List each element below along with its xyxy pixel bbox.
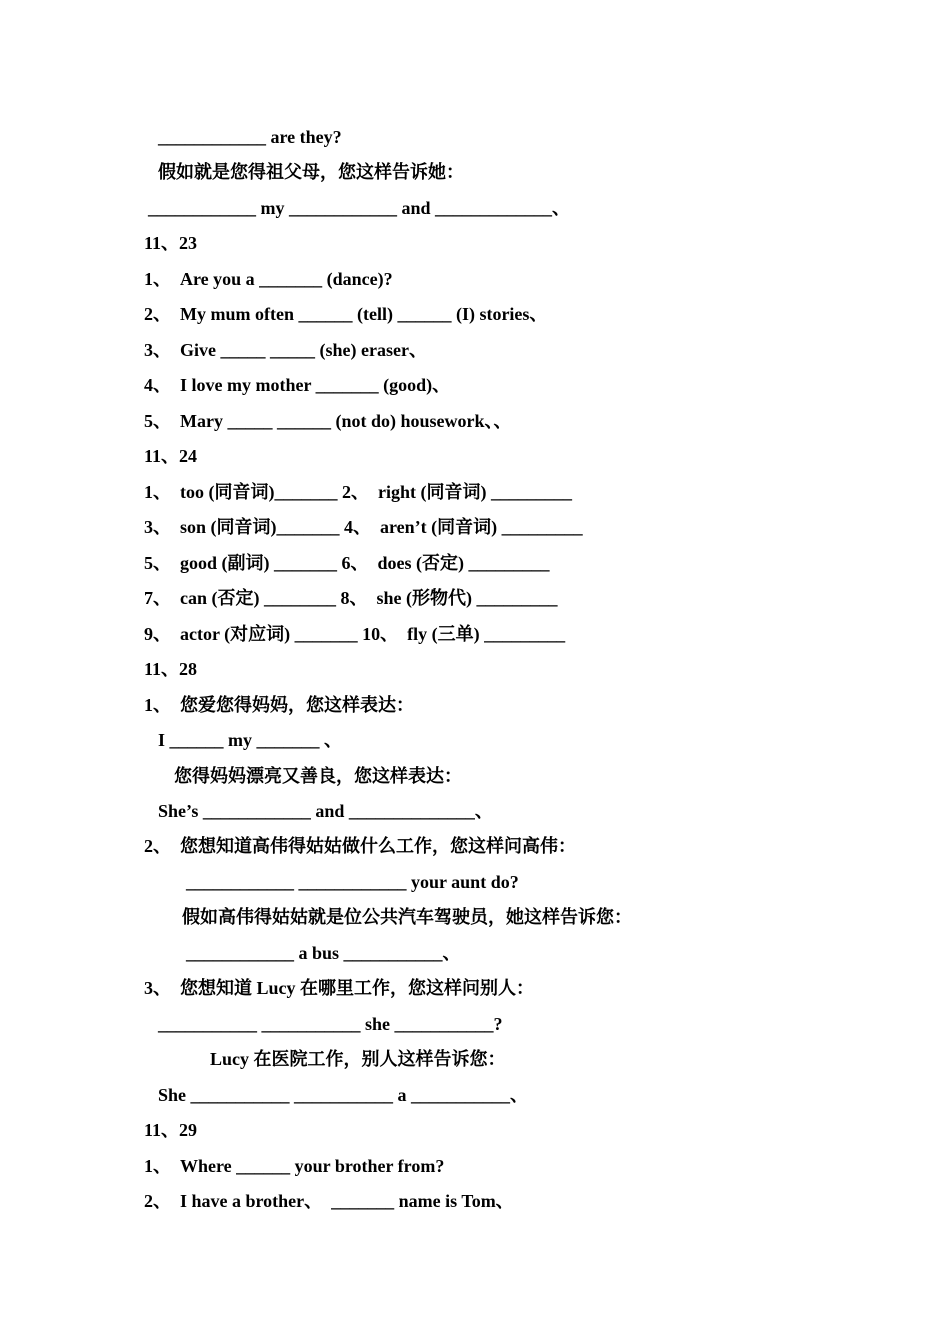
exercise-item: 2、 I have a brother、 _______ name is Tom、 [144, 1191, 514, 1211]
exercise-item: 3、 您想知道 Lucy 在哪里工作，您这样问别人： [144, 978, 535, 998]
question-line: ____________ are they? [158, 127, 342, 147]
answer-line: ____________ my ____________ and _____________、 [148, 198, 571, 218]
date-heading: 11、23 [144, 233, 198, 253]
exercise-item: 2、 您想知道高伟得姑姑做什么工作，您这样问高伟： [144, 836, 576, 856]
instruction-line: 假如高伟得姑姑就是位公共汽车驾驶员，她这样告诉您： [182, 907, 632, 927]
exercise-item: 3、 Give _____ _____ (she) eraser、 [144, 340, 427, 360]
exercise-item: 1、 您爱您得妈妈，您这样表达： [144, 695, 414, 715]
answer-line: ___________ ___________ she ___________? [158, 1014, 503, 1034]
exercise-item: 2、 My mum often ______ (tell) ______ (I) stories、 [144, 304, 548, 324]
exercise-item: 1、 Are you a _______ (dance)? [144, 269, 393, 289]
date-heading: 11、29 [144, 1120, 198, 1140]
exercise-item: 3、 son (同音词)_______ 4、 aren’t (同音词) _________ [144, 517, 583, 537]
exercise-item: 7、 can (否定) ________ 8、 she (形物代) _________ [144, 588, 558, 608]
date-heading: 11、24 [144, 446, 198, 466]
answer-line: She’s ____________ and ______________、 [158, 801, 493, 821]
instruction-line: Lucy 在医院工作，别人这样告诉您： [210, 1049, 506, 1069]
exercise-item: 5、 Mary _____ ______ (not do) housework、、 [144, 411, 512, 431]
answer-line: ____________ ____________ your aunt do? [186, 872, 519, 892]
exercise-item: 9、 actor (对应词) _______ 10、 fly (三单) _________ [144, 624, 566, 644]
exercise-item: 4、 I love my mother _______ (good)、 [144, 375, 451, 395]
instruction-line: 您得妈妈漂亮又善良，您这样表达： [174, 766, 462, 786]
answer-line: ____________ a bus ___________、 [186, 943, 461, 963]
exercise-item: 1、 Where ______ your brother from? [144, 1156, 445, 1176]
instruction-line: 假如就是您得祖父母，您这样告诉她： [158, 162, 464, 182]
answer-line: I ______ my _______ 、 [158, 730, 342, 750]
answer-line: She ___________ ___________ a ___________、 [158, 1085, 529, 1105]
date-heading: 11、28 [144, 659, 198, 679]
exercise-item: 1、 too (同音词)_______ 2、 right (同音词) _________ [144, 482, 572, 502]
exercise-item: 5、 good (副词) _______ 6、 does (否定) _________ [144, 553, 550, 573]
